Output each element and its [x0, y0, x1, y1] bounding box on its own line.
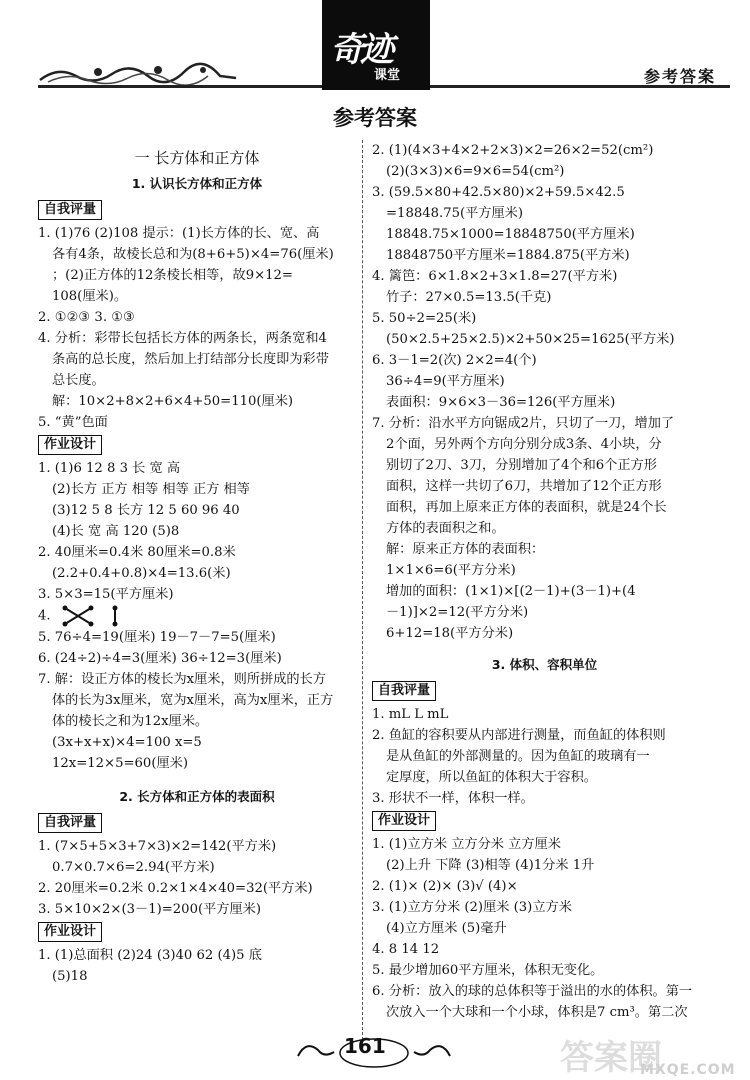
answer-line: 4. 8 14 12 [372, 942, 440, 957]
answer-line: (5)18 [52, 969, 88, 984]
dot-connection-figure [61, 605, 131, 627]
answer-line: 1×1×6=6(平方分米) [386, 563, 516, 578]
answer-line: 2. (1)(4×3+4×2+2×3)×2=26×2=52(cm²) [372, 143, 654, 158]
answer-number: 4. [38, 608, 51, 624]
answer-line: 体的棱长之和为12x厘米。 [52, 714, 209, 729]
answer-line: 18848750平方厘米=1884.875(平方米) [386, 248, 630, 263]
answer-line: 面积，再加上原来正方体的表面积，就是24个长 [386, 500, 667, 515]
answer-line: 解：10×2+8×2+6×4+50=110(厘米) [52, 394, 294, 409]
answer-line: ；(2)正方体的12条棱长相等，故9×12= [52, 268, 293, 283]
answer-line: 2. ①②③ 3. ①③ [38, 310, 135, 325]
logo-sub-text: 课堂 [374, 68, 401, 83]
section-heading: 一 长方体和正方体 [134, 149, 260, 167]
page-title: 参考答案 [333, 106, 417, 130]
answer-line: 2. 鱼缸的容积要从内部进行测量，而鱼缸的体积则 [372, 728, 666, 743]
answer-line: 是从鱼缸的外部测量的。因为鱼缸的玻璃有一 [386, 749, 650, 764]
self-eval-tag: 自我评量 [372, 681, 436, 701]
answer-line: 6. (24÷2)÷4=3(厘米) 36÷12=3(厘米) [38, 651, 282, 666]
answer-line: (3x+x+x)×4=100 x=5 [52, 735, 202, 750]
answer-line: 各有4条，故棱长总和为(8+6+5)×4=76(厘米) [52, 247, 334, 262]
answer-line: 条高的总长度，然后加上打结部分长度即为彩带 [52, 352, 329, 367]
subsection-heading: 3. 体积、容积单位 [491, 657, 598, 672]
answer-line: 方体的表面积之和。 [386, 521, 505, 536]
answer-line: 2. (1)× (2)× (3)√ (4)× [372, 879, 518, 894]
answer-line: 1. mL L mL [372, 707, 449, 722]
answer-line: 定厚度，所以鱼缸的体积大于容积。 [386, 770, 597, 785]
answer-line: 18848.75×1000=18848750(平方厘米) [386, 227, 635, 242]
answer-line: (2)长方 正方 相等 相等 正方 相等 [52, 482, 250, 497]
subsection-heading: 2. 长方体和正方体的表面积 [119, 789, 275, 804]
answer-line: 体的长为3x厘米，宽为x厘米，高为x厘米，正方 [52, 693, 334, 708]
answer-line: 表面积：9×6×3－36=126(平方厘米) [386, 395, 616, 410]
answer-line: (4)长 宽 高 120 (5)8 [52, 524, 180, 539]
answer-line: (2.2+0.4+0.8)×4=13.6(米) [52, 566, 231, 581]
logo-main-text: 奇迹 [330, 30, 390, 70]
answer-line: 1. (7×5+5×3+7×3)×2=142(平方米) [38, 839, 277, 854]
answer-line: 3. (59.5×80+42.5×80)×2+59.5×42.5 [372, 185, 625, 200]
answer-line: (50×2.5+25×2.5)×2+50×25=1625(平方米) [386, 332, 675, 347]
answer-line: 1. (1)6 12 8 3 长 宽 高 [38, 461, 181, 476]
answer-line: 增加的面积：(1×1)×[(2－1)+(3－1)+(4 [386, 584, 636, 599]
answer-line: (3)12 5 8 长方 12 5 60 96 40 [52, 503, 240, 518]
answer-line: 2. 20厘米=0.2米 0.2×1×4×40=32(平方米) [38, 881, 313, 896]
header-right-label: 参考答案 [643, 67, 716, 86]
answer-line: 6+12=18(平方分米) [386, 626, 514, 641]
answer-line: 别切了2刀、3刀，分别增加了4个和6个正方形 [386, 458, 657, 473]
watermark-url: MXQE.COM [640, 1062, 736, 1078]
answer-line: 4. 分析：彩带长包括长方体的两条长，两条宽和4 [38, 331, 327, 346]
homework-tag: 作业设计 [38, 922, 102, 942]
answer-line [38, 605, 356, 627]
watermark: 答案圈 [560, 1038, 662, 1078]
answer-line: 0.7×0.7×6=2.94(平方米) [52, 860, 215, 875]
answer-line: =18848.75(平方厘米) [386, 206, 524, 221]
answer-line: 解：原来正方体的表面积： [386, 542, 545, 557]
answer-line: 5. 50÷2=25(米) [372, 311, 477, 326]
answer-line: 36÷4=9(平方厘米) [386, 374, 505, 389]
answer-line: 6. 分析：放入的球的总体积等于溢出的水的体积。第一 [372, 984, 693, 999]
answer-line: 5. 最少增加60平方厘米，体积无变化。 [372, 963, 604, 978]
answer-line: 1. (1)76 (2)108 提示：(1)长方体的长、宽、高 [38, 226, 320, 241]
column-divider [362, 140, 364, 1040]
right-column [372, 140, 717, 1023]
answer-line: 5. 76÷4=19(厘米) 19－7－7=5(厘米) [38, 630, 276, 645]
answer-line: －1)]×2=12(平方分米) [386, 605, 529, 620]
left-column [38, 140, 356, 987]
answer-line: 3. (1)立方分米 (2)厘米 (3)立方米 [372, 900, 572, 915]
answer-line: 总长度。 [52, 373, 105, 388]
answer-line: 5. “黄”色面 [38, 415, 108, 430]
answer-line: 1. (1)总面积 (2)24 (3)40 62 (4)5 底 [38, 948, 262, 963]
self-eval-tag: 自我评量 [38, 813, 102, 833]
decorative-wave-icon [38, 58, 238, 86]
answer-line: 12x=12×5=60(厘米) [52, 756, 188, 771]
answer-line: 7. 分析：沿水平方向锯成2片，只切了一刀，增加了 [372, 416, 675, 431]
answer-line: (4)立方厘米 (5)毫升 [386, 921, 507, 936]
answer-line: 108(厘米)。 [52, 289, 128, 304]
answer-line: 1. (1)立方米 立方分米 立方厘米 [372, 837, 561, 852]
answer-line: 3. 形状不一样，体积一样。 [372, 791, 534, 806]
page-header [0, 0, 750, 95]
logo [322, 0, 430, 90]
answer-line: 2. 40厘米=0.4米 80厘米=0.8米 [38, 545, 236, 560]
answer-line: 3. 5×3=15(平方厘米) [38, 587, 174, 602]
self-eval-tag: 自我评量 [38, 200, 102, 220]
subsection-heading: 1. 认识长方体和正方体 [131, 176, 263, 191]
answer-line: 竹子：27×0.5=13.5(千克) [386, 290, 552, 305]
homework-tag: 作业设计 [38, 435, 102, 455]
answer-line: (2)(3×3)×6=9×6=54(cm²) [386, 164, 565, 179]
answer-line: 2个面，另外两个方向分别分成3条、4小块，分 [386, 437, 662, 452]
answer-line: 3. 5×10×2×(3－1)=200(平方厘米) [38, 902, 262, 917]
answer-line: 面积，这样一共切了6刀，共增加了12个正方形 [386, 479, 662, 494]
answer-line: 6. 3－1=2(次) 2×2=4(个) [372, 353, 537, 368]
homework-tag: 作业设计 [372, 811, 436, 831]
answer-line: 次放入一个大球和一个小球，体积是7 cm³。第二次 [386, 1005, 688, 1020]
answer-line: (2)上升 下降 (3)相等 (4)1分米 1升 [386, 858, 595, 873]
answer-line: 4. 篱笆：6×1.8×2+3×1.8=27(平方米) [372, 269, 618, 284]
page-number: 161 [344, 1034, 386, 1058]
answer-line: 7. 解：设正方体的棱长为x厘米，则所拼成的长方 [38, 672, 326, 687]
